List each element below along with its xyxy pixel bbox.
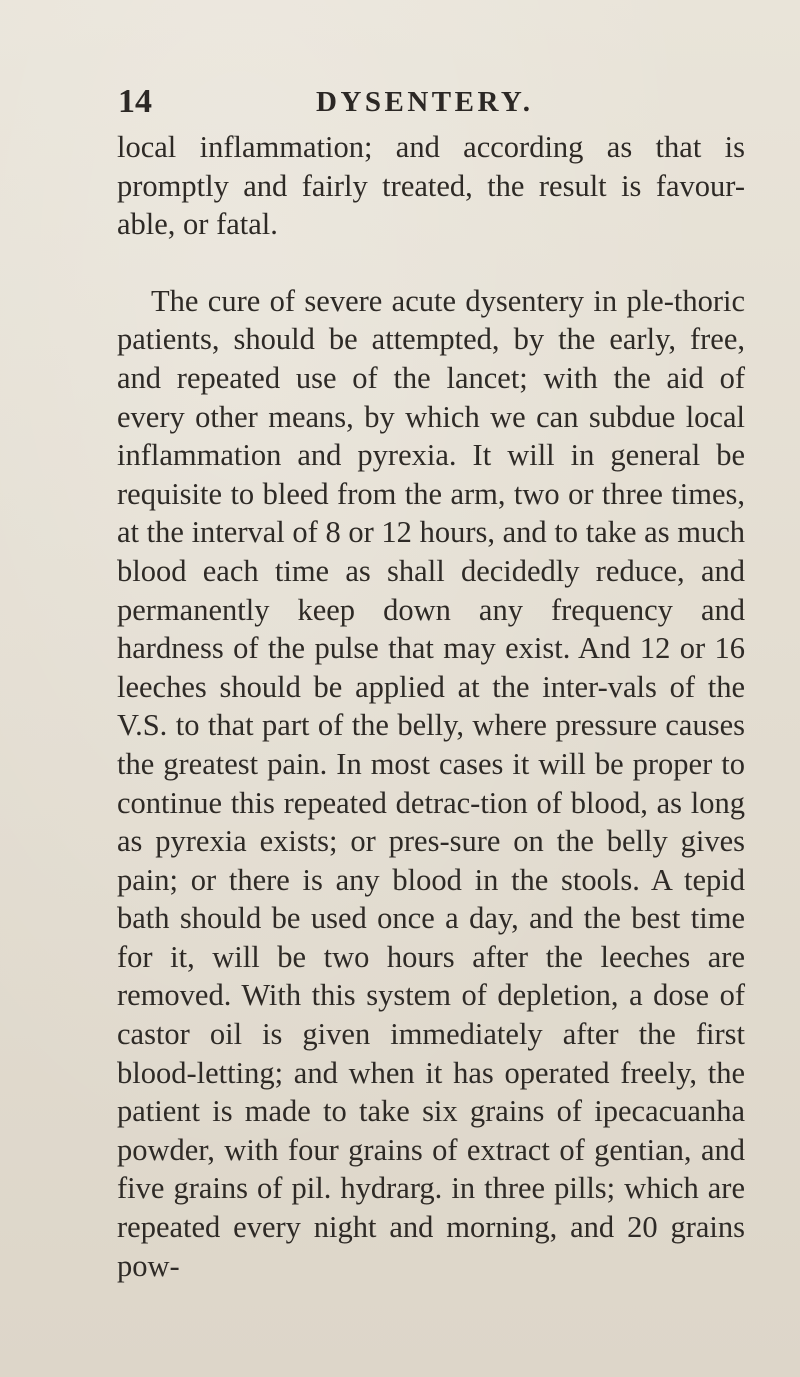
running-title: DYSENTERY. xyxy=(316,86,534,118)
paragraph-treatment: The cure of severe acute dysentery in ple-thoric patients, should be attempted, by the early, free, and repeated use of the lancet; with the aid of every other means, by which we can subdue local inflammation and pyrexia. It will in general be requisite to bleed from the arm, two or three times, at the interval of 8 or 12 hours, and to take as much blood each time as shall decidedly reduce, and permanently keep down any frequency and hardness of the pulse that may exist. And 12 or 16 leeches should be applied at the inter-vals of the V.S. to that part of the belly, where pressure causes the greatest pain. In most cases it will be proper to continue this repeated detrac-tion of blood, as long as pyrexia exists; or pres-sure on the belly gives pain; or there is any blood in the stools. A tepid bath should be used once a day, and the best time for it, will be two hours after the leeches are removed. With this system of depletion, a dose of castor oil is given immediately after the first blood-letting; and when it has operated freely, the patient is made to take six grains of ipecacuanha powder, with four grains of extract of gentian, and five grains of pil. hydrarg. in three pills; which are repeated every night and morning, and 20 grains pow- xyxy=(117,283,745,1283)
page-number: 14 xyxy=(118,83,152,120)
body-text xyxy=(117,128,745,1285)
running-head xyxy=(118,80,740,124)
paragraph-continued: local inflammation; and according as that is promptly and fairly treated, the result is favour-able, or fatal. xyxy=(117,130,745,242)
